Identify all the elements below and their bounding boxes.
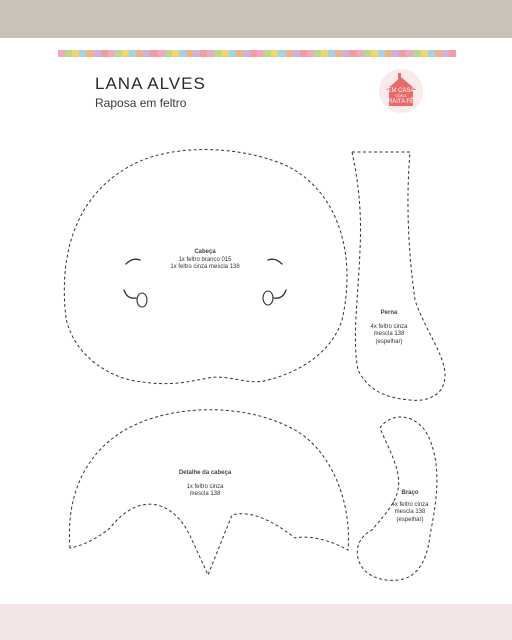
arm-line-3: (espelhar): [396, 516, 424, 523]
head-line-2: 1x feltro cinza mescla 138: [170, 264, 240, 270]
arm-label: [378, 490, 442, 524]
pattern-subtitle: Raposa em feltro: [95, 96, 187, 110]
right-eye-lash-mark: [274, 290, 286, 298]
author-name: LANA ALVES: [95, 74, 206, 93]
leg-line-3: (espelhar): [375, 338, 403, 345]
head-title: Cabeça: [194, 249, 216, 255]
head-detail-title: Detalhe da cabeça: [178, 470, 232, 476]
head-detail-label: [155, 470, 255, 499]
left-eye-lash-mark: [124, 290, 136, 298]
logo-line-2: COM A: [395, 94, 407, 98]
left-eye-brow-mark: [126, 259, 140, 264]
leg-line-2: mescla 138: [373, 331, 405, 337]
head-detail-line-1: 1x feltro cinza: [186, 483, 224, 490]
leg-title: Perna: [380, 310, 398, 316]
arm-line-2: mescla 138: [394, 509, 426, 515]
head-line-1: 1x feltro branco 015: [178, 256, 232, 263]
arm-title: Braço: [401, 490, 419, 496]
leg-label: [356, 310, 422, 346]
head-detail-line-2: mescla 138: [189, 491, 221, 497]
arm-line-1: 4x feltro cinza: [391, 501, 429, 508]
leg-pattern-outline: [352, 152, 445, 400]
logo-line-1: EM CASA: [387, 88, 415, 94]
left-eye-oval: [137, 293, 147, 307]
right-eye-brow-mark: [268, 259, 282, 264]
leg-line-1: 4x feltro cinza: [370, 323, 408, 330]
right-eye-oval: [263, 291, 273, 305]
logo-line-3: RAITA FÊ: [387, 99, 415, 105]
head-label: [160, 249, 250, 272]
